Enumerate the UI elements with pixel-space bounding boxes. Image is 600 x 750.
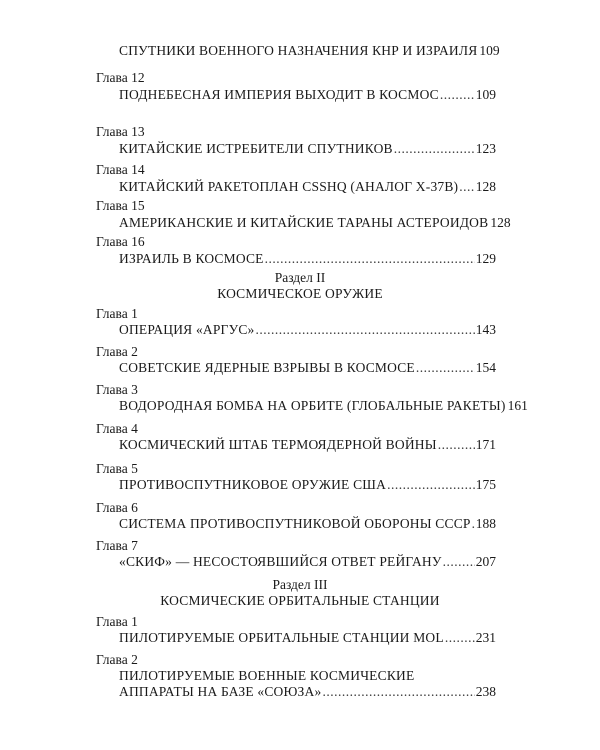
toc-entry-page-number: 171	[475, 437, 496, 452]
toc-entry-page-number: 154	[475, 360, 496, 375]
chapter-label: Глава 2	[96, 344, 138, 359]
chapter-label: Глава 14	[96, 162, 145, 177]
toc-entry	[119, 215, 511, 231]
toc-entry	[119, 87, 496, 103]
toc-entry-page-number: 188	[475, 516, 496, 531]
toc-entry-title: КИТАЙСКИЕ ИСТРЕБИТЕЛИ СПУТНИКОВ	[119, 141, 393, 156]
section-label: Раздел III	[272, 577, 328, 592]
section-label: Раздел II	[274, 270, 326, 285]
dot-leader	[459, 179, 474, 195]
toc-entry-title: АМЕРИКАНСКИЕ И КИТАЙСКИЕ ТАРАНЫ АСТЕРОИДОВ	[119, 215, 489, 230]
toc-entry-page-number: 238	[475, 684, 496, 699]
toc-entry-page-number: 109	[475, 87, 496, 102]
toc-entry-page-number: 231	[475, 630, 496, 645]
toc-entry-title: «СКИФ» — НЕСОСТОЯВШИЙСЯ ОТВЕТ РЕЙГАНУ	[119, 554, 442, 569]
chapter-label: Глава 3	[96, 382, 138, 397]
toc-entry	[119, 477, 496, 493]
toc-entry	[119, 516, 496, 532]
toc-entry	[119, 437, 496, 453]
toc-entry-title: ПИЛОТИРУЕМЫЕ ОРБИТАЛЬНЫЕ СТАНЦИИ MOL	[119, 630, 444, 645]
chapter-label: Глава 1	[96, 614, 138, 629]
dot-leader	[445, 630, 475, 646]
chapter-label: Глава 7	[96, 538, 138, 553]
dot-leader	[472, 516, 475, 532]
toc-entry	[119, 684, 496, 700]
toc-entry	[119, 322, 496, 338]
toc-entry-page-number: 143	[475, 322, 496, 337]
chapter-label: Глава 1	[96, 306, 138, 321]
toc-entry-title: ИЗРАИЛЬ В КОСМОСЕ	[119, 251, 264, 266]
toc-entry	[119, 251, 496, 267]
toc-entry-page-number: 128	[475, 179, 496, 194]
chapter-label: Глава 13	[96, 124, 145, 139]
toc-entry-title-line: ПИЛОТИРУЕМЫЕ ВОЕННЫЕ КОСМИЧЕСКИЕ	[119, 668, 415, 683]
dot-leader	[255, 322, 474, 338]
toc-entry-page-number: 123	[475, 141, 496, 156]
toc-entry-title: КИТАЙСКИЙ РАКЕТОПЛАН CSSHQ (АНАЛОГ Х-37В)	[119, 179, 459, 194]
chapter-label: Глава 15	[96, 198, 145, 213]
dot-leader	[416, 360, 475, 376]
chapter-label: Глава 16	[96, 234, 145, 249]
toc-entry	[119, 398, 528, 414]
toc-entry	[119, 360, 496, 376]
toc-entry-page-number: 128	[490, 215, 511, 230]
toc-entry-page-number: 175	[475, 477, 496, 492]
toc-entry-title: ОПЕРАЦИЯ «АРГУС»	[119, 322, 255, 337]
toc-entry-page-number: 207	[475, 554, 496, 569]
toc-entry	[119, 141, 496, 157]
section-title: КОСМИЧЕСКОЕ ОРУЖИЕ	[217, 286, 383, 301]
dot-leader	[440, 87, 475, 103]
chapter-label: Глава 2	[96, 652, 138, 667]
toc-entry-title: ПРОТИВОСПУТНИКОВОЕ ОРУЖИЕ США	[119, 477, 387, 492]
chapter-label: Глава 6	[96, 500, 138, 515]
toc-entry	[119, 43, 500, 59]
toc-entry-title: СОВЕТСКИЕ ЯДЕРНЫЕ ВЗРЫВЫ В КОСМОСЕ	[119, 360, 415, 375]
toc-entry-page-number: 109	[479, 43, 500, 58]
dot-leader	[265, 251, 475, 267]
toc-entry-page-number: 129	[475, 251, 496, 266]
toc-entry-title: СПУТНИКИ ВОЕННОГО НАЗНАЧЕНИЯ КНР И ИЗРАИЛЯ	[119, 43, 478, 58]
toc-entry	[119, 179, 496, 195]
toc-entry	[119, 630, 496, 646]
dot-leader	[387, 477, 475, 493]
toc-entry-title: АППАРАТЫ НА БАЗЕ «СОЮЗА»	[119, 684, 322, 699]
toc-entry-title: КОСМИЧЕСКИЙ ШТАБ ТЕРМОЯДЕРНОЙ ВОЙНЫ	[119, 437, 437, 452]
dot-leader	[443, 554, 475, 570]
dot-leader	[438, 437, 475, 453]
dot-leader	[322, 684, 474, 700]
toc-entry	[119, 554, 496, 570]
toc-entry-title: ПОДНЕБЕСНАЯ ИМПЕРИЯ ВЫХОДИТ В КОСМОС	[119, 87, 439, 102]
toc-entry-title: СИСТЕМА ПРОТИВОСПУТНИКОВОЙ ОБОРОНЫ СССР	[119, 516, 471, 531]
chapter-label: Глава 5	[96, 461, 138, 476]
chapter-label: Глава 12	[96, 70, 145, 85]
toc-entry-page-number: 161	[507, 398, 528, 413]
section-title: КОСМИЧЕСКИЕ ОРБИТАЛЬНЫЕ СТАНЦИИ	[160, 593, 440, 608]
toc-entry-title: ВОДОРОДНАЯ БОМБА НА ОРБИТЕ (ГЛОБАЛЬНЫЕ РАКЕТЫ)	[119, 398, 506, 413]
dot-leader	[394, 141, 475, 157]
chapter-label: Глава 4	[96, 421, 138, 436]
